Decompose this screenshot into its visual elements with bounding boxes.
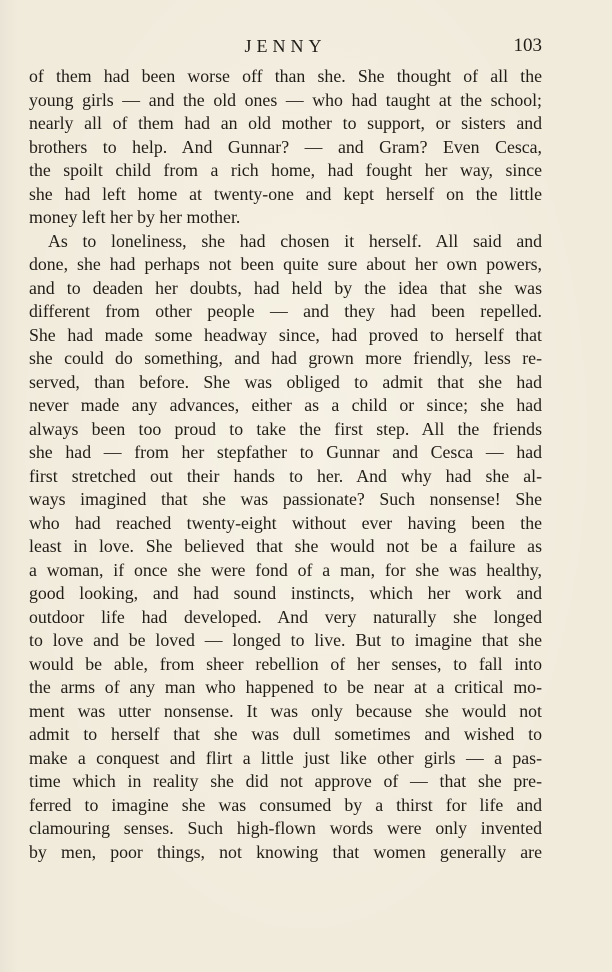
text-line: never made any advances, either as a child or since; she had xyxy=(29,395,542,415)
text-line: to love and be loved — longed to live. But to imagine that she xyxy=(29,630,542,650)
running-head xyxy=(29,33,542,59)
body-text xyxy=(29,65,542,864)
text-line: always been too proud to take the first step. All the friends xyxy=(29,418,542,439)
text-line: and to deaden her doubts, had held by the idea that she was xyxy=(29,277,542,298)
text-line: would be able, from sheer rebellion of her senses, to fall into xyxy=(29,653,542,674)
text-line: by men, poor things, not knowing that women generally are xyxy=(29,841,542,862)
text-line: nearly all of them had an old mother to support, or sisters and xyxy=(29,113,542,133)
text-line: the arms of any man who happened to be near at a critical mo- xyxy=(29,677,542,697)
text-line: she had left home at twenty-one and kept herself on the little xyxy=(29,183,542,204)
text-line: As to loneliness, she had chosen it herself. All said and xyxy=(48,230,542,251)
text-line: make a conquest and flirt a little just like other girls — a pas- xyxy=(29,747,542,768)
text-line: the spoilt child from a rich home, had fought her way, since xyxy=(29,160,542,180)
running-head-title: JENNY xyxy=(244,36,327,56)
text-line: who had reached twenty-eight without ever having been the xyxy=(29,512,542,533)
text-line: of them had been worse off than she. She thought of all the xyxy=(29,66,542,86)
text-line: done, she had perhaps not been quite sure about her own powers, xyxy=(29,254,542,274)
text-line: ment was utter nonsense. It was only because she would not xyxy=(29,700,542,721)
text-line: clamouring senses. Such high-flown words were only invented xyxy=(29,818,542,838)
text-line: served, than before. She was obliged to admit that she had xyxy=(29,371,542,392)
text-line: she could do something, and had grown more friendly, less re- xyxy=(29,348,542,368)
text-line: first stretched out their hands to her. And why had she al- xyxy=(29,465,542,486)
text-line: outdoor life had developed. And very naturally she longed xyxy=(29,606,542,627)
text-line: admit to herself that she was dull sometimes and wished to xyxy=(29,724,542,744)
text-line: a woman, if once she were fond of a man, for she was healthy, xyxy=(29,559,542,580)
text-line: different from other people — and they had been repelled. xyxy=(29,301,542,321)
page-number: 103 xyxy=(513,35,542,56)
text-line: ways imagined that she was passionate? Such nonsense! She xyxy=(29,489,542,509)
text-line: She had made some headway since, had proved to herself that xyxy=(29,324,542,345)
text-line: time which in reality she did not approve of — that she pre- xyxy=(29,771,542,791)
text-line: money left her by her mother. xyxy=(29,207,241,227)
text-line: least in love. She believed that she would not be a failure as xyxy=(29,536,542,556)
text-line: she had — from her stepfather to Gunnar and Cesca — had xyxy=(29,442,542,462)
text-line: good looking, and had sound instincts, which her work and xyxy=(29,583,542,603)
text-line: young girls — and the old ones — who had taught at the school; xyxy=(29,89,542,110)
text-line: ferred to imagine she was consumed by a thirst for life and xyxy=(29,794,542,815)
text-line: brothers to help. And Gunnar? — and Gram? Even Cesca, xyxy=(29,136,542,157)
